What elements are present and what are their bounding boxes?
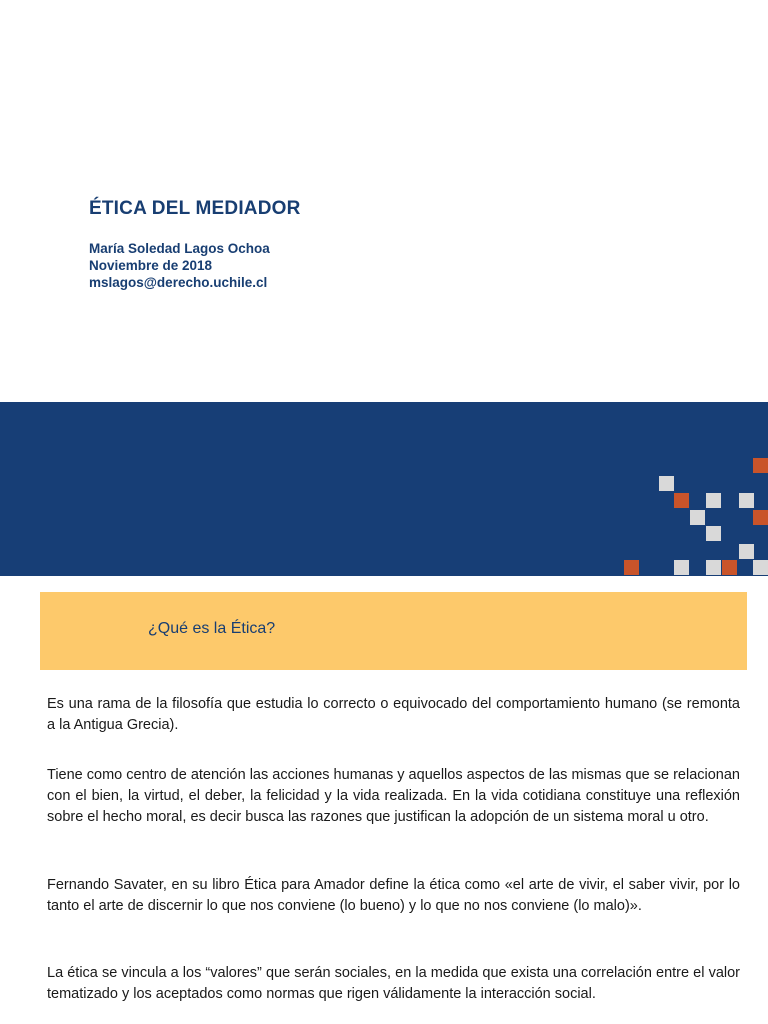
question-heading: ¿Qué es la Ética? (148, 620, 276, 637)
decorative-square (659, 476, 674, 491)
decorative-square (753, 510, 768, 525)
decorative-square (624, 560, 639, 575)
paragraph-values: La ética se vincula a los “valores” que serán sociales, en la medida que exista una correlación entre el valor tematizado y los aceptados como normas que rigen válidamente la interacción social. (47, 965, 740, 1002)
paragraph-focus: Tiene como centro de atención las acciones humanas y aquellos aspectos de las mismas que se relacionan con el bien, la virtud, el deber, la felicidad y la vida realizada. En la vida cotidiana constituye una reflexión sobre el hecho moral, es decir busca las razones que justifican la adopción de un sistema moral u otro. (47, 767, 740, 825)
decorative-square (706, 526, 721, 541)
decorative-square (739, 544, 754, 559)
decorative-square (690, 510, 705, 525)
author-info (89, 240, 270, 291)
presentation-title: ÉTICA DEL MEDIADOR (89, 198, 301, 219)
decorative-square (753, 560, 768, 575)
decorative-square (739, 493, 754, 508)
question-banner (40, 592, 747, 670)
author-name: María Soledad Lagos Ochoa (89, 241, 270, 256)
author-email: mslagos@derecho.uchile.cl (89, 275, 268, 290)
decorative-square (674, 560, 689, 575)
decorative-band (0, 402, 768, 576)
decorative-square (722, 560, 737, 575)
decorative-square (706, 560, 721, 575)
paragraph-savater: Fernando Savater, en su libro Ética para Amador define la ética como «el arte de vivir, el saber vivir, por lo tanto el arte de discernir lo que nos conviene (lo bueno) y lo que no nos conviene (lo malo)». (47, 877, 740, 914)
presentation-date: Noviembre de 2018 (89, 258, 213, 273)
content-slide (0, 576, 768, 1024)
decorative-square (753, 458, 768, 473)
decorative-square (706, 493, 721, 508)
decorative-square (674, 493, 689, 508)
paragraph-definition: Es una rama de la filosofía que estudia lo correcto o equivocado del comportamiento humano (se remonta a la Antigua Grecia). (47, 696, 740, 733)
